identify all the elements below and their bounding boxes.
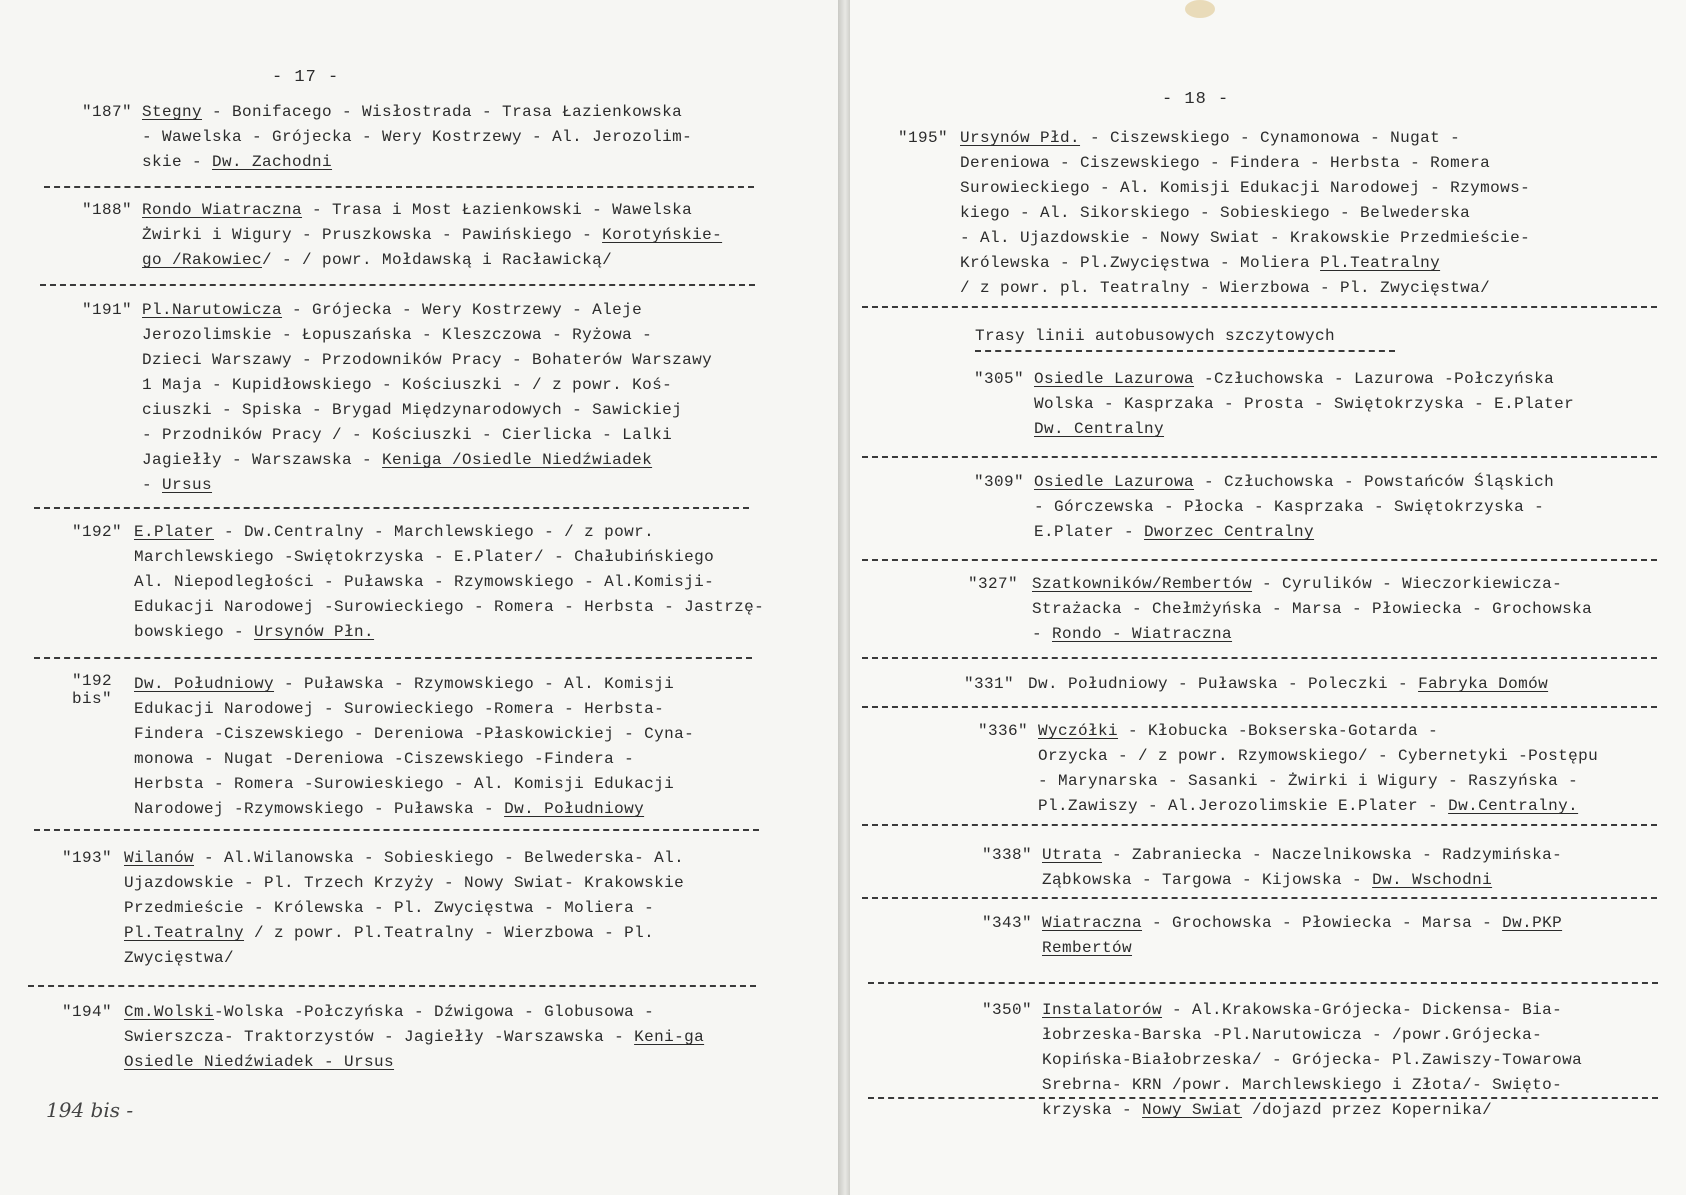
underlined-terminus: Dw.Centralny. <box>1448 797 1579 815</box>
route-description <box>1032 572 1592 647</box>
route-description <box>1028 672 1548 697</box>
route-line <box>134 520 764 545</box>
route-line <box>960 126 1530 151</box>
route-line <box>1034 495 1554 520</box>
route-text: Królewska - Pl.Zwycięstwa - Moliera <box>960 254 1321 272</box>
right-page <box>850 0 1686 1195</box>
left-page <box>0 0 838 1195</box>
route-text: - <box>1032 625 1053 643</box>
underlined-terminus: Korotyńskie- <box>602 226 723 244</box>
route-text: Żwirki i Wigury - Pruszkowska - Pawińskiego - <box>142 226 603 244</box>
route-line <box>142 198 722 223</box>
route-text: Srebrna- KRN /powr. Marchlewskiego i Złota/- Swięto- <box>1042 1076 1563 1094</box>
route-description <box>1038 719 1598 819</box>
route-line <box>1042 843 1562 868</box>
underlined-terminus: Szatkowników/Rembertów <box>1032 575 1253 593</box>
underlined-terminus: Osiedle Niedźwiadek - Ursus <box>124 1053 395 1071</box>
route-text: Edukacji Narodowej -Surowieckiego - Romera - Herbsta - Jastrzę- <box>134 598 765 616</box>
route-entry <box>82 298 722 498</box>
section-heading: Trasy linii autobusowych szczytowych <box>975 327 1336 345</box>
route-line <box>142 298 712 323</box>
route-text: skie - <box>142 153 213 171</box>
route-text: Pl.Zawiszy - Al.Jerozolimskie E.Plater - <box>1038 797 1449 815</box>
dashed-separator <box>862 559 1657 561</box>
underlined-terminus: Dworzec Centralny <box>1144 523 1315 541</box>
route-line <box>960 226 1530 251</box>
route-text: - <box>142 476 163 494</box>
route-number: "194" <box>62 1003 113 1021</box>
underlined-terminus: Ursynów Płn. <box>254 623 375 641</box>
route-entry <box>982 911 1662 961</box>
underlined-terminus: Osiedle Lazurowa <box>1034 473 1195 491</box>
route-line <box>1042 1023 1582 1048</box>
route-text: - Dw.Centralny - Marchlewskiego - / z powr. <box>214 523 655 541</box>
route-line <box>142 423 712 448</box>
route-description <box>1042 843 1562 893</box>
route-line <box>1042 1098 1582 1123</box>
route-line <box>134 797 694 822</box>
route-text: 1 Maja - Kupidłowskiego - Kościuszki - / z powr. Koś- <box>142 376 673 394</box>
route-line <box>124 871 684 896</box>
route-line <box>1038 794 1598 819</box>
route-line <box>134 672 694 697</box>
route-text: - Zabraniecka - Naczelnikowska - Radzymińska- <box>1102 846 1563 864</box>
underlined-terminus: Rembertów <box>1042 939 1133 957</box>
route-line <box>960 276 1530 301</box>
underlined-terminus: Utrata <box>1042 846 1103 864</box>
route-text: Zwycięstwa/ <box>124 949 235 967</box>
route-entry <box>62 846 742 971</box>
route-text: Herbsta - Romera -Surowieskiego - Al. Komisji Edukacji <box>134 775 675 793</box>
route-text: Findera -Ciszewskiego - Dereniowa -Płaskowickiej - Cyna- <box>134 725 695 743</box>
route-line <box>960 251 1530 276</box>
route-text: -Wolska -Połczyńska - Dźwigowa - Globusowa - <box>214 1003 655 1021</box>
route-text: - Wawelska - Grójecka - Wery Kostrzewy - Al. Jerozolim- <box>142 128 693 146</box>
underlined-terminus: Wiatraczna <box>1042 914 1143 932</box>
route-description <box>134 520 764 645</box>
route-number: "192 bis" <box>72 672 113 708</box>
route-line <box>142 473 712 498</box>
route-text: / z powr. pl. Teatralny - Wierzbowa - Pl. Zwycięstwa/ <box>960 279 1491 297</box>
underlined-terminus: Ursynów Płd. <box>960 129 1081 147</box>
route-number: "336" <box>978 722 1029 740</box>
route-line <box>134 697 694 722</box>
route-line <box>134 545 764 570</box>
route-line <box>1034 520 1554 545</box>
route-text: Wolska - Kasprzaka - Prosta - Swiętokrzyska - E.Plater <box>1034 395 1575 413</box>
route-line <box>124 1000 704 1025</box>
route-line <box>142 323 712 348</box>
route-text: kiego - Al. Sikorskiego - Sobieskiego - Belwederska <box>960 204 1471 222</box>
route-description <box>1042 911 1562 961</box>
underlined-terminus: Fabryka Domów <box>1418 675 1549 693</box>
route-text: -Człuchowska - Lazurowa -Połczyńska <box>1194 370 1555 388</box>
underlined-terminus: Stegny <box>142 103 203 121</box>
route-entry <box>62 1000 742 1075</box>
route-text: krzyska - <box>1042 1101 1143 1119</box>
route-line <box>142 248 722 273</box>
binding-gutter <box>838 0 850 1195</box>
route-line <box>124 846 684 871</box>
route-text: - Al.Wilanowska - Sobieskiego - Belwederska- Al. <box>194 849 685 867</box>
route-line <box>134 772 694 797</box>
underlined-terminus: Nowy Swiat <box>1142 1101 1243 1119</box>
route-text: Strażacka - Chełmżyńska - Marsa - Płowiecka - Grochowska <box>1032 600 1593 618</box>
underlined-terminus: Dw.PKP <box>1502 914 1563 932</box>
route-line <box>142 448 712 473</box>
underlined-terminus: Ursus <box>162 476 213 494</box>
dashed-separator <box>34 829 759 831</box>
underlined-terminus: Wilanów <box>124 849 195 867</box>
route-number: "192" <box>72 523 123 541</box>
route-number: "338" <box>982 846 1033 864</box>
route-line <box>124 946 684 971</box>
route-line <box>1032 622 1592 647</box>
route-line <box>134 620 764 645</box>
underlined-terminus: go /Rakowiec <box>142 251 263 269</box>
route-text: / z powr. Pl.Teatralny - Wierzbowa - Pl. <box>244 924 655 942</box>
route-number: "191" <box>82 301 133 319</box>
dashed-separator <box>862 456 1657 458</box>
route-description <box>134 672 694 822</box>
route-text: Ujazdowskie - Pl. Trzech Krzyży - Nowy Swiat- Krakowskie <box>124 874 685 892</box>
route-number: "350" <box>982 1001 1033 1019</box>
route-text: Dereniowa - Ciszewskiego - Findera - Herbsta - Romera <box>960 154 1491 172</box>
route-line <box>142 398 712 423</box>
underlined-terminus: Keniga /Osiedle Niedźwiadek <box>382 451 653 469</box>
underlined-terminus: Dw. Zachodni <box>212 153 333 171</box>
route-text: / - / powr. Mołdawską i Racławicką/ <box>262 251 613 269</box>
route-text: Swierszcza- Traktorzystów - Jagiełły -Warszawska - <box>124 1028 635 1046</box>
route-text: - Puławska - Rzymowskiego - Al. Komisji <box>274 675 675 693</box>
route-entry <box>72 520 765 645</box>
underlined-terminus: Dw. Południowy <box>504 800 645 818</box>
route-line <box>1032 572 1592 597</box>
route-entry <box>898 126 1588 301</box>
route-text: ciuszki - Spiska - Brygad Międzynarodowych - Sawickiej <box>142 401 683 419</box>
route-text: Marchlewskiego -Swiętokrzyska - E.Plater/ - Chałubińskiego <box>134 548 715 566</box>
route-text: Orzycka - / z powr. Rzymowskiego/ - Cybernetyki -Postępu <box>1038 747 1599 765</box>
route-line <box>124 1025 704 1050</box>
dashed-separator <box>868 982 1658 984</box>
underlined-terminus: Pl.Narutowicza <box>142 301 283 319</box>
route-text: Jagiełły - Warszawska - <box>142 451 383 469</box>
route-line <box>142 348 712 373</box>
route-line <box>1042 868 1562 893</box>
route-text: Dzieci Warszawy - Przodowników Pracy - Bohaterów Warszawy <box>142 351 713 369</box>
route-text: - Człuchowska - Powstańców Śląskich <box>1194 473 1555 491</box>
route-description <box>124 1000 704 1075</box>
route-entry <box>978 719 1668 819</box>
route-text: Surowieckiego - Al. Komisji Edukacji Narodowej - Rzymows- <box>960 179 1531 197</box>
route-line <box>134 722 694 747</box>
route-number: "187" <box>82 103 133 121</box>
route-line <box>1032 597 1592 622</box>
route-text: monowa - Nugat -Dereniowa -Ciszewskiego -Findera - <box>134 750 635 768</box>
handwritten-note: 194 bis - <box>46 1098 134 1122</box>
route-text: Ząbkowska - Targowa - Kijowska - <box>1042 871 1373 889</box>
route-text: - Przodników Pracy / - Kościuszki - Cierlicka - Lalki <box>142 426 673 444</box>
route-line <box>134 595 764 620</box>
route-line <box>134 570 764 595</box>
section-heading-underline <box>975 350 1395 352</box>
underlined-terminus: Pl.Teatralny <box>124 924 245 942</box>
route-text: - Bonifacego - Wisłostrada - Trasa Łazienkowska <box>202 103 683 121</box>
route-text: - Grochowska - Płowiecka - Marsa - <box>1142 914 1503 932</box>
underlined-terminus: Wyczółki <box>1038 722 1119 740</box>
route-line <box>1034 392 1574 417</box>
underlined-terminus: E.Plater <box>134 523 215 541</box>
underlined-terminus: Keni-ga <box>634 1028 705 1046</box>
dashed-separator <box>28 985 756 987</box>
route-entry <box>82 100 722 175</box>
route-text: - Grójecka - Wery Kostrzewy - Aleje <box>282 301 643 319</box>
route-text: - Trasa i Most Łazienkowski - Wawelska <box>302 201 693 219</box>
underlined-terminus: Dw. Centralny <box>1034 420 1165 438</box>
route-line <box>1042 1073 1582 1098</box>
route-text: bowskiego - <box>134 623 255 641</box>
route-number: "327" <box>968 575 1019 593</box>
route-text: - Cyrulików - Wieczorkiewicza- <box>1252 575 1563 593</box>
route-description <box>1042 998 1582 1123</box>
route-entry <box>982 998 1662 1123</box>
route-line <box>960 201 1530 226</box>
underlined-terminus: Rondo - Wiatraczna <box>1052 625 1233 643</box>
dashed-separator <box>868 1097 1658 1099</box>
route-line <box>142 150 692 175</box>
route-text: Jerozolimskie - Łopuszańska - Kleszczowa - Ryżowa - <box>142 326 653 344</box>
dashed-separator <box>34 507 749 509</box>
route-text: - Kłobucka -Bokserska-Gotarda - <box>1118 722 1439 740</box>
route-entry <box>964 672 1644 697</box>
route-line <box>142 223 722 248</box>
route-line <box>142 100 692 125</box>
route-text: - Al.Krakowska-Grójecka- Dickensa- Bia- <box>1162 1001 1563 1019</box>
dashed-separator <box>862 706 1657 708</box>
route-line <box>1028 672 1548 697</box>
route-description <box>142 198 722 273</box>
route-text: E.Plater - <box>1034 523 1145 541</box>
route-text: Narodowej -Rzymowskiego - Puławska - <box>134 800 505 818</box>
route-line <box>1038 769 1598 794</box>
route-line <box>1034 417 1574 442</box>
route-number: "331" <box>964 675 1015 693</box>
dashed-separator <box>44 186 754 188</box>
route-description <box>960 126 1530 301</box>
underlined-terminus: Dw. Wschodni <box>1372 871 1493 889</box>
route-description <box>142 100 692 175</box>
route-line <box>134 747 694 772</box>
dashed-separator <box>34 657 752 659</box>
route-number: "305" <box>974 370 1025 388</box>
route-text: Przedmieście - Królewska - Pl. Zwycięstwa - Moliera - <box>124 899 655 917</box>
route-line <box>1038 744 1598 769</box>
route-line <box>142 373 712 398</box>
route-line <box>142 125 692 150</box>
route-line <box>960 151 1530 176</box>
route-entry <box>974 470 1654 545</box>
route-entry <box>974 367 1654 442</box>
paper-stain <box>1185 0 1215 18</box>
route-number: "195" <box>898 129 949 147</box>
route-text: Dw. Południowy - Puławska - Poleczki - <box>1028 675 1419 693</box>
route-entry <box>982 843 1662 893</box>
route-text: /dojazd przez Kopernika/ <box>1242 1101 1493 1119</box>
underlined-terminus: Pl.Teatralny <box>1320 254 1441 272</box>
route-text: - Marynarska - Sasanki - Żwirki i Wigury - Raszyńska - <box>1038 772 1579 790</box>
route-text: - Górczewska - Płocka - Kasprzaka - Swiętokrzyska - <box>1034 498 1545 516</box>
route-line <box>1034 367 1574 392</box>
dashed-separator <box>862 824 1657 826</box>
underlined-terminus: Rondo Wiatraczna <box>142 201 303 219</box>
route-entry <box>968 572 1648 647</box>
page-number: - 17 - <box>272 68 340 87</box>
route-entry <box>72 672 752 822</box>
route-line <box>1042 911 1562 936</box>
dashed-separator <box>40 284 755 286</box>
route-text: Kopińska-Białobrzeska/ - Grójecka- Pl.Zawiszy-Towarowa <box>1042 1051 1583 1069</box>
route-line <box>1042 1048 1582 1073</box>
route-text: - Al. Ujazdowskie - Nowy Swiat - Krakowskie Przedmieście- <box>960 229 1531 247</box>
route-line <box>1034 470 1554 495</box>
route-number: "343" <box>982 914 1033 932</box>
underlined-terminus: Dw. Południowy <box>134 675 275 693</box>
dashed-separator <box>862 306 1657 308</box>
route-text: łobrzeska-Barska -Pl.Narutowicza - /powr.Grójecka- <box>1042 1026 1543 1044</box>
route-line <box>124 1050 704 1075</box>
dashed-separator <box>862 657 1657 659</box>
route-line <box>1038 719 1598 744</box>
route-text: - Ciszewskiego - Cynamonowa - Nugat - <box>1080 129 1461 147</box>
route-line <box>124 921 684 946</box>
underlined-terminus: Osiedle Lazurowa <box>1034 370 1195 388</box>
route-line <box>1042 936 1562 961</box>
route-line <box>960 176 1530 201</box>
route-text: Edukacji Narodowej - Surowieckiego -Romera - Herbsta- <box>134 700 665 718</box>
page-number: - 18 - <box>1162 90 1230 109</box>
route-number: "193" <box>62 849 113 867</box>
route-description <box>142 298 712 498</box>
route-number: "188" <box>82 201 133 219</box>
route-description <box>1034 470 1554 545</box>
route-description <box>1034 367 1574 442</box>
route-line <box>124 896 684 921</box>
dashed-separator <box>862 897 1657 899</box>
route-text: Al. Niepodległości - Puławska - Rzymowskiego - Al.Komisji- <box>134 573 715 591</box>
route-number: "309" <box>974 473 1025 491</box>
underlined-terminus: Instalatorów <box>1042 1001 1163 1019</box>
route-line <box>1042 998 1582 1023</box>
route-description <box>124 846 684 971</box>
underlined-terminus: Cm.Wolski <box>124 1003 215 1021</box>
route-entry <box>82 198 722 273</box>
